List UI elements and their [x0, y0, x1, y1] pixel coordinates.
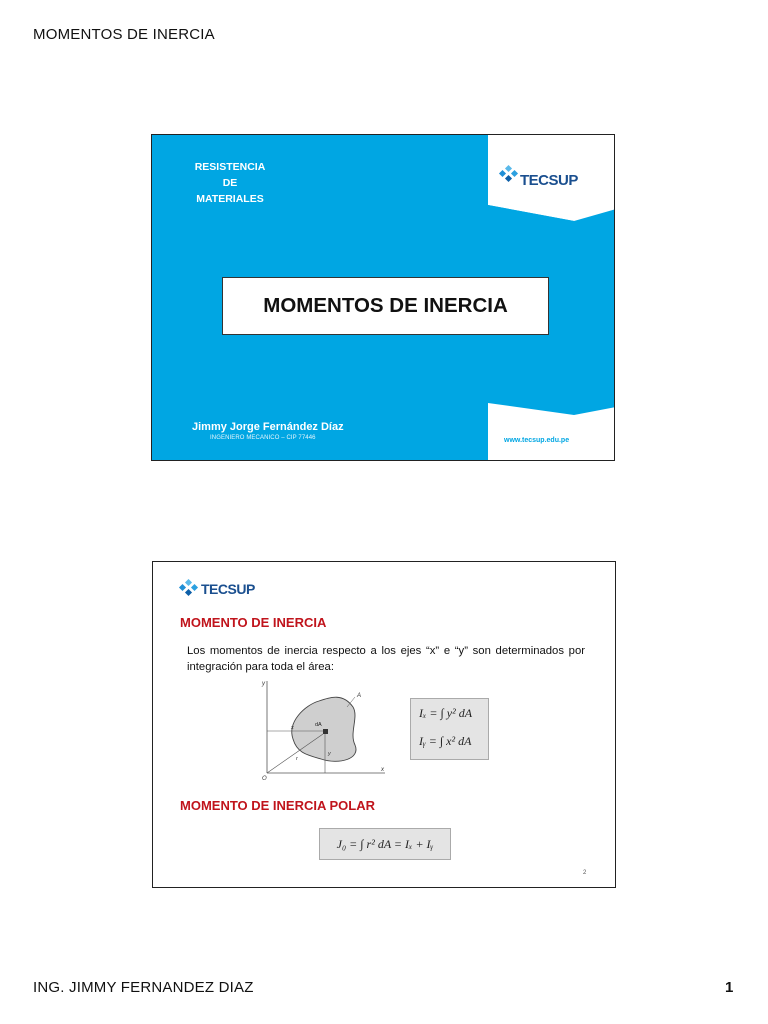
formula-ix: Iₓ = ∫ y² dA [419, 705, 473, 720]
course-line-1: RESISTENCIA DE [194, 161, 266, 189]
page-number: 1 [725, 979, 734, 996]
x-distance-label: x [291, 725, 294, 731]
slide-title: MOMENTOS DE INERCIA [222, 277, 549, 335]
element-label: dA [315, 722, 322, 728]
title-slide [151, 134, 615, 461]
section-heading: MOMENTO DE INERCIA [180, 615, 327, 630]
slide-number: 2 [583, 870, 587, 876]
x-axis-label: x [381, 767, 384, 773]
author-name: Jimmy Jorge Fernández Díaz [192, 421, 344, 433]
logo-text: TECSUP [520, 172, 578, 189]
content-slide [152, 561, 616, 888]
formula-polar: J₀ = ∫ r² dA = Iₓ + Iᵧ [319, 828, 451, 860]
section-heading-polar: MOMENTO DE INERCIA POLAR [180, 798, 376, 813]
page-header: MOMENTOS DE INERCIA [33, 26, 215, 43]
author-subtitle: INGENIERO MECANICO – CIP 77446 [210, 435, 316, 441]
origin-label: O [262, 776, 267, 781]
formula-iy: Iᵧ = ∫ x² dA [419, 733, 472, 748]
y-distance-label: y [328, 751, 331, 757]
area-label: A [357, 693, 362, 699]
logo-text: TECSUP [201, 581, 255, 597]
r-label: r [296, 756, 298, 762]
section-paragraph: Los momentos de inercia respecto a los ejes “x” e “y” son determinados por integración para toda el área: [187, 645, 585, 673]
page-footer-author: ING. JIMMY FERNANDEZ DIAZ [33, 979, 254, 996]
y-axis-label: y [262, 681, 265, 687]
area-diagram [257, 677, 387, 781]
website-link[interactable]: www.tecsup.edu.pe [504, 437, 570, 444]
course-name [188, 159, 272, 207]
moment-formulas [410, 698, 489, 760]
course-line-2: MATERIALES [196, 193, 264, 205]
website-card [488, 403, 615, 461]
